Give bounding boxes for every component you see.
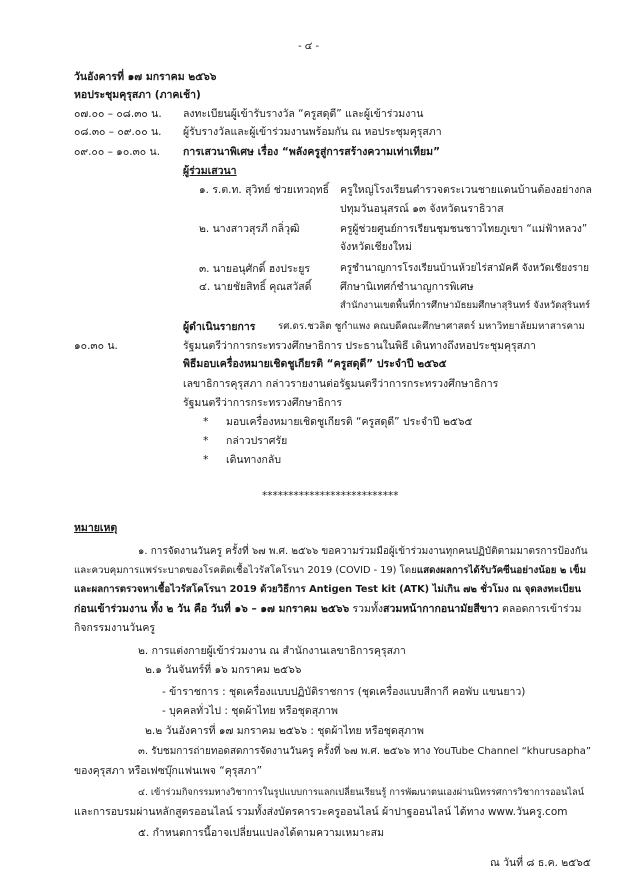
schedule-time: ๐๙.๐๐ – ๑๐.๓๐ น.: [74, 146, 161, 158]
note-text: [74, 564, 586, 578]
note-text-normal: และควบคุมการแพร่ระบาดของโรคติดเชื้อไวรัสโคโรนา 2019 (COVID - 19) โดย: [74, 565, 417, 576]
note-text: กิจกรรมงานวันครู: [74, 622, 156, 634]
bullet-star: *: [203, 453, 209, 466]
separator: **************************: [262, 490, 399, 502]
panelist-role: สำนักงานเขตพื้นที่การศึกษามัธยมศึกษาสุรินทร์ จังหวัดสุรินทร์: [340, 300, 591, 311]
note-text-bold: แสดงผลการได้รับวัคซีนอย่างน้อย ๒ เข็ม: [416, 565, 587, 576]
moderator-label: ผู้ดำเนินรายการ: [183, 321, 256, 333]
note-text: ๒.๑ วันจันทร์ที่ ๑๖ มกราคม ๒๕๖๖: [145, 664, 302, 676]
minister-label: รัฐมนตรีว่าการกระทรวงศึกษาธิการ: [183, 397, 343, 409]
note-text-bold: ก่อนเข้าร่วมงาน ทั้ง ๒ วัน คือ วันที่ ๑๖ – ๑๗ มกราคม ๒๕๖๖: [74, 603, 350, 615]
note-text: [74, 602, 581, 616]
note-text: - ข้าราชการ : ชุดเครื่องแบบปฏิบัติราชการ (ชุดเครื่องแบบสีกากี คอพับ แขนยาว): [162, 686, 526, 698]
minister-arrive: รัฐมนตรีว่าการกระทรวงศึกษาธิการ ประธานในพิธี เดินทางถึงหอประชุมคุรุสภา: [183, 340, 536, 352]
panelist-role: ปทุมวันอนุสรณ์ ๑๓ จังหวัดนราธิวาส: [340, 203, 504, 215]
note-text: ๓. รับชมการถ่ายทอดสดการจัดงานวันครู ครั้งที่ ๖๗ พ.ศ. ๒๕๖๖ ทาง YouTube Channel “khurusapha”: [138, 746, 592, 757]
note-text: ๔. เข้าร่วมกิจกรรมทางวิชาการในรูปแบบการแลกเปลี่ยนเรียนรู้ การพัฒนาตนเองผ่านนิทรรศการวิชาการออนไลน์: [138, 787, 585, 798]
schedule-time: ๐๘.๓๐ – ๐๙.๐๐ น.: [74, 126, 162, 138]
note-text: ๕. กำหนดการนี้อาจเปลี่ยนแปลงได้ตามความเหมาะสม: [138, 827, 385, 839]
schedule-time: ๑๐.๓๐ น.: [74, 340, 118, 352]
footer-date: ณ วันที่ ๘ ธ.ค. ๒๕๖๕: [490, 857, 591, 869]
bullet-star: *: [203, 434, 209, 447]
schedule-text: ลงทะเบียนผู้เข้ารับรางวัล “ครูสดุดี” และผู้เข้าร่วมงาน: [183, 108, 424, 120]
panelist-name: ๔. นายชัยสิทธิ์ คุณสวัสดิ์: [199, 281, 312, 293]
note-text-bold: สวมหน้ากากอนามัยสีขาว: [383, 603, 499, 615]
note-text: ๑. การจัดงานวันครู ครั้งที่ ๖๗ พ.ศ. ๒๕๖๖ ขอความร่วมมือผู้เข้าร่วมงานทุกคนปฏิบัติตามมาตรการป้องกัน: [138, 546, 588, 557]
panelist-name: ๒. นางสาวสุรภี กลิ่วุฒิ: [199, 223, 300, 235]
panelist-name: ๓. นายอนุศักดิ์ ฮงประยูร: [199, 263, 311, 275]
note-text-normal: รวมทั้ง: [349, 603, 384, 615]
secretary-report: เลขาธิการคุรุสภา กล่าวรายงานต่อรัฐมนตรีว่าการกระทรวงศึกษาธิการ: [183, 378, 499, 390]
page-number: - ๔ -: [298, 41, 320, 52]
panelist-role: ครูชำนาญการโรงเรียนบ้านห้วยไร่สามัคคี จังหวัดเชียงราย: [340, 263, 589, 274]
notes-heading: หมายเหตุ: [74, 522, 118, 534]
panelist-role: ครูใหญ่โรงเรียนตำรวจตระเวนชายแดนบ้านต้องอย่างกล: [340, 184, 592, 196]
note-text: ของคุรุสภา หรือเฟซบุ๊กแฟนเพจ “คุรุสภา”: [74, 765, 263, 777]
schedule-time: ๐๗.๐๐ – ๐๘.๓๐ น.: [74, 108, 162, 120]
panelist-name: ๑. ร.ต.ท. สุวิทย์ ช่วยเทวฤทธิ์: [199, 184, 330, 196]
panelist-role: ครูผู้ช่วยศูนย์การเรียนชุมชนชาวไทยภูเขา “แม่ฟ้าหลวง”: [340, 223, 588, 235]
bullet-star: *: [203, 415, 209, 428]
minister-task: เดินทางกลับ: [226, 454, 281, 466]
minister-task: กล่าวปราศรัย: [226, 435, 288, 447]
note-text: - บุคคลทั่วไป : ชุดผ้าไทย หรือชุดสุภาพ: [162, 705, 338, 717]
note-text: และการอบรมผ่านหลักสูตรออนไลน์ รวมทั้งส่งบัตรคารวะครูออนไลน์ ผ้าปาฐออนไลน์ ได้ทาง www.วันครู.com: [74, 806, 568, 818]
moderator-text: รศ.ดร.ชวลิต ชูกำแพง คณบดีคณะศึกษาศาสตร์ มหาวิทยาลัยมหาสารคาม: [278, 321, 585, 332]
note-text: ๒.๒ วันอังคารที่ ๑๗ มกราคม ๒๕๖๖ : ชุดผ้าไทย หรือชุดสุภาพ: [145, 725, 424, 737]
venue-heading: หอประชุมคุรุสภา (ภาคเช้า): [74, 89, 201, 101]
panelist-role: จังหวัดเชียงใหม่: [340, 241, 412, 253]
panelist-role: ศึกษานิเทศก์ชำนาญการพิเศษ: [340, 281, 474, 293]
note-text-normal: ตลอดการเข้าร่วม: [498, 603, 582, 615]
ceremony-title: พิธีมอบเครื่องหมายเชิดชูเกียรติ “ครูสดุดี” ประจำปี ๒๕๖๕: [183, 358, 447, 370]
date-heading: วันอังคารที่ ๑๗ มกราคม ๒๕๖๖: [74, 71, 217, 83]
schedule-text: การเสวนาพิเศษ เรื่อง “พลังครูสู่การสร้างความเท่าเทียม”: [183, 146, 440, 158]
minister-task: มอบเครื่องหมายเชิดชูเกียรติ “ครูสดุดี” ประจำปี ๒๕๖๕: [226, 416, 473, 428]
panel-heading: ผู้ร่วมเสวนา: [183, 165, 237, 177]
schedule-text: ผู้รับรางวัลและผู้เข้าร่วมงานพร้อมกัน ณ หอประชุมคุรุสภา: [183, 126, 442, 138]
note-text: ๒. การแต่งกายผู้เข้าร่วมงาน ณ สำนักงานเลขาธิการคุรุสภา: [138, 645, 406, 657]
note-text-bold: และผลการตรวจหาเชื้อไวรัสโคโรนา 2019 ด้วยวิธีการ Antigen Test kit (ATK) ไม่เกิน ๗๒ ชั่วโมง ณ จุดลงทะเบียน: [74, 584, 581, 595]
